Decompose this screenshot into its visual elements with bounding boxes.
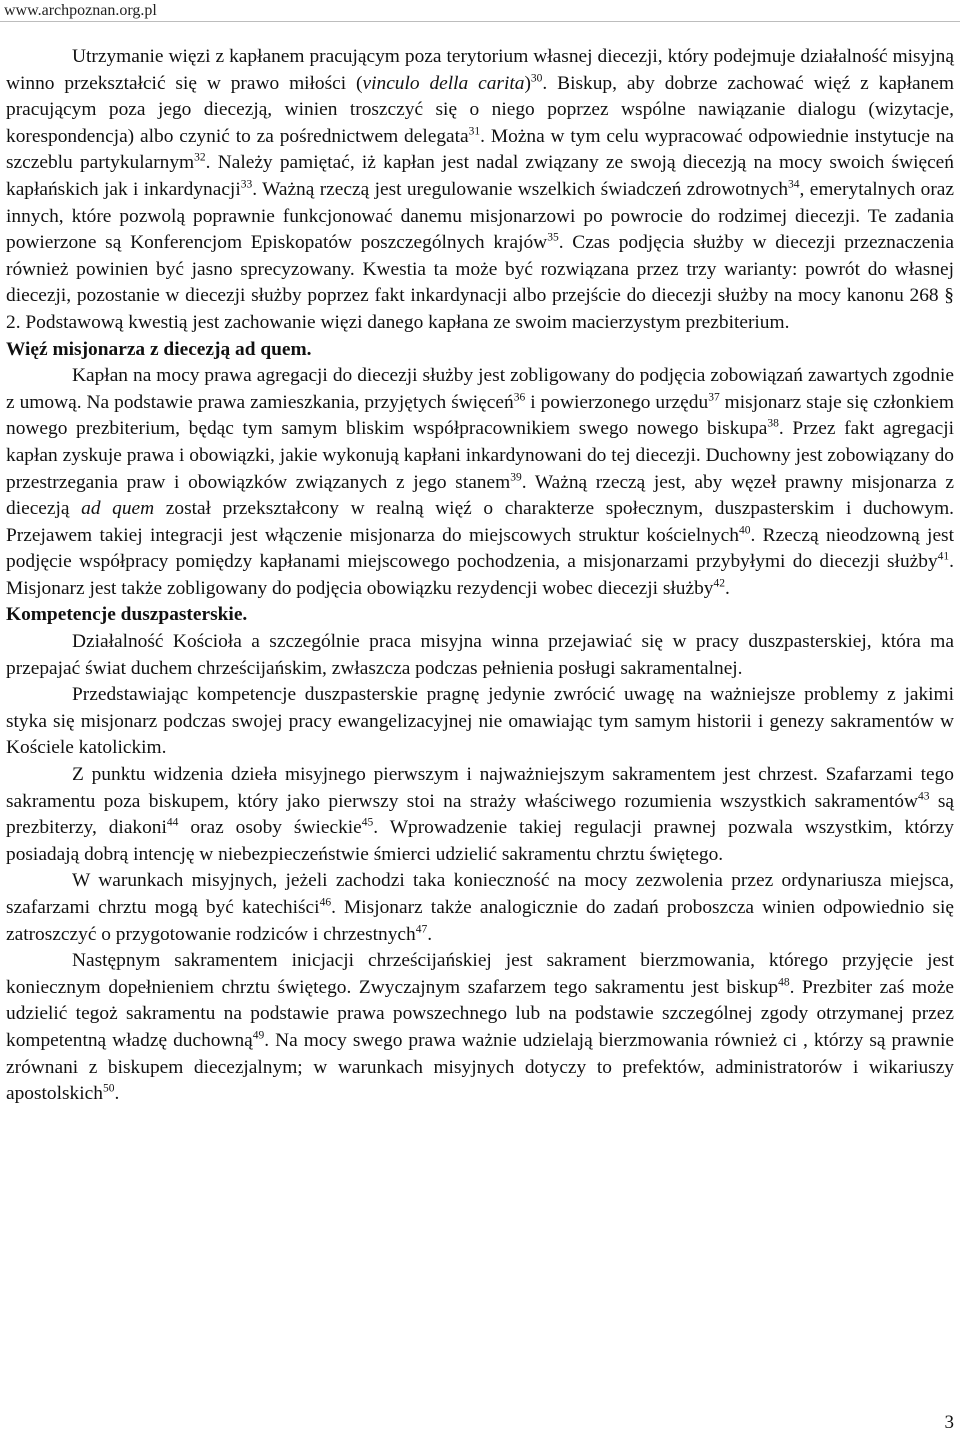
footnote-ref-37: 37: [708, 391, 720, 404]
text-run: . Biskup, aby dobrze zachować więź z kapłanem pracującym poza jego diecezją, winien troszczyć się o niego poprzez wspólne nawiązanie dialogu (wizytacje, korespondencja) albo czynić to za pośrednictwem delegata: [6, 72, 955, 147]
text-run: . Można w tym celu wypracować odpowiednie instytucje na szczeblu partykularnym: [6, 125, 955, 174]
footnote-ref-33: 33: [240, 178, 253, 191]
header-divider: [0, 21, 960, 22]
footnote-ref-35: 35: [547, 231, 559, 244]
text-run: .: [427, 923, 433, 945]
header-url: www.archpoznan.org.pl: [4, 2, 157, 19]
text-run: . Przez fakt agregacji kapłan zyskuje prawa i obowiązki, jakie wykonują kapłani inkardynowani do tej diecezji. Duchowny jest zobowiązany do przestrzegania praw i obowiązków związanych z jego stanem: [6, 418, 954, 493]
footnote-ref-38: 38: [767, 417, 779, 430]
text-run: .: [725, 577, 730, 599]
text-run: . Ważną rzeczą jest uregulowanie wszelkich świadczeń zdrowotnych: [252, 178, 789, 200]
paragraph-1: [6, 44, 954, 337]
text-run: . Ważną rzeczą jest, aby węzeł prawny misjonarza z diecezją: [6, 471, 954, 520]
text-run: Kapłan na mocy prawa agregacji do diecezji służby jest zobligowany do podjęcia zobowiązań zawartych zgodnie z umową. Na podstawie prawa zamieszkania, przyjętych święceń: [6, 365, 954, 413]
text-run: . Misjonarz jest także zobligowany do podjęcia obowiązku rezydencji wobec diecezji służby: [6, 551, 954, 599]
text-run: misjonarz staje się członkiem nowego prezbiterium, będąc tym samym bliskim współpracownikiem swego nowego biskupa: [6, 391, 954, 440]
text-run: Z punktu widzenia dzieła misyjnego pierwszym i najważniejszym sakramentem jest chrzest. Szafarzami tego sakramentu poza biskupem, który jako pierwszy stoi na straży właściwego rozumienia wszystkich sakramentów: [6, 764, 954, 812]
text-run: oraz osoby świeckie: [178, 817, 362, 839]
footnote-ref-46: 46: [319, 896, 332, 909]
text-run: został przekształcony w realną więź o charakterze społecznym, duszpasterskim i duchowym. Przejawem takiej integracji jest włączenie misjonarza do miejscowych struktur kościelnych: [6, 498, 954, 546]
text-run: ): [524, 72, 531, 94]
footnote-ref-39: 39: [510, 471, 522, 484]
footnote-ref-36: 36: [513, 391, 526, 404]
paragraph-5: [6, 762, 954, 868]
italic-phrase: ad quem: [81, 498, 155, 520]
document-body: [6, 44, 954, 1108]
text-run: Utrzymanie więzi z kapłanem pracującym poza terytorium własnej diecezji, który podejmuje działalność misyjną winno przekształcić się w prawo miłości (: [6, 46, 954, 94]
text-run: . Rzeczą nieodzowną jest podjęcie współpracy pomiędzy kapłanami miejscowego pochodzenia, a misjonarzami przybyłymi do diecezji służby: [6, 524, 954, 573]
footnote-ref-42: 42: [713, 577, 726, 590]
italic-phrase: vinculo della carita: [362, 72, 525, 94]
paragraph-2: [6, 363, 954, 602]
footnote-ref-31: 31: [468, 125, 481, 138]
text-run: Następnym sakramentem inicjacji chrześcijańskiej jest sakrament bierzmowania, którego przyjęcie jest koniecznym dopełnieniem chrztu świętego. Zwyczajnym szafarzem tego sakramentu jest biskup: [6, 950, 954, 998]
text-run: .: [114, 1083, 120, 1105]
footnote-ref-32: 32: [194, 151, 206, 164]
footnote-ref-48: 48: [778, 976, 790, 989]
text-run: . Prezbiter zaś może udzielić tegoż sakramentu na podstawie prawa powszechnego lub na podstawie szczególnej zgody otrzymanej przez kompetentną władzę duchowną: [6, 976, 954, 1051]
text-run: . Czas podjęcia służby w diecezji przeznaczenia również powinien być jasno sprecyzowany. Kwestia ta może być rozwiązana przez trzy warianty: powrót do własnej diecezji, pozostanie w diecezji służby poprzez fakt inkardynacji albo przejście do diecezji służby na mocy kanonu 268 § 2. Podstawową kwestią jest zachowanie więzi danego kapłana ze swoim macierzystym prezbiterium.: [6, 232, 954, 333]
paragraph-3: Działalność Kościoła a szczególnie praca misyjna winna przejawiać się w pracy duszpasterskiej, która ma przepajać świat duchem chrześcijańskim, zwłaszcza podczas pełnienia posługi sakramentalnej.: [6, 631, 954, 679]
page-number: 3: [944, 1412, 954, 1433]
footnote-ref-43: 43: [917, 790, 930, 803]
footnote-ref-45: 45: [361, 816, 374, 829]
section-heading-kompetencje: Kompetencje duszpasterskie.: [6, 604, 248, 626]
text-run: są prezbiterzy, diakoni: [6, 790, 954, 839]
section-heading-wiez: Więź misjonarza z diecezją ad quem.: [6, 338, 312, 360]
text-run: , emerytalnych oraz innych, które pozwolą poprawnie funkcjonować danemu misjonarzowi po powrocie do rodzimej diecezji. Te zadania powierzone są Konferencjom Episkopatów poszczególnych krajów: [6, 178, 955, 254]
footnote-ref-50: 50: [102, 1082, 115, 1095]
text-run: . Wprowadzenie takiej regulacji prawnej pozwala wszystkim, którzy posiadają dobrą intencję w niebezpieczeństwie śmierci udzielić sakramentu chrztu świętego.: [6, 817, 954, 865]
footnote-ref-49: 49: [252, 1029, 265, 1042]
text-run: . Na mocy swego prawa ważnie udzielają bierzmowania również ci , którzy są prawnie zrównani z biskupem diecezjalnym; w warunkach misyjnych dotyczy to prefektów, administratorów i wikariuszy apostolskich: [6, 1029, 955, 1105]
paragraph-6: [6, 868, 954, 948]
footnote-ref-41: 41: [937, 550, 950, 563]
footnote-ref-47: 47: [415, 923, 428, 936]
text-run: i powierzonego urzędu: [525, 391, 709, 413]
footnote-ref-40: 40: [738, 524, 751, 537]
footnote-ref-44: 44: [166, 816, 179, 829]
text-run: . Należy pamiętać, iż kapłan jest nadal związany ze swoją diecezją na mocy swoich święceń kapłańskich jak i inkardynacji: [6, 152, 954, 200]
paragraph-7: [6, 948, 954, 1108]
text-run: . Misjonarz także analogicznie do zadań proboszcza winien odpowiednio się zatroszczyć o przygotowanie rodziców i chrzestnych: [6, 897, 955, 945]
text-run: W warunkach misyjnych, jeżeli zachodzi taka konieczność na mocy zezwolenia przez ordynariusza miejsca, szafarzami chrztu mogą być katechiści: [6, 870, 954, 918]
footnote-ref-30: 30: [530, 72, 543, 85]
paragraph-4: Przedstawiając kompetencje duszpasterskie pragnę jedynie zwrócić uwagę na ważniejsze problemy z jakimi styka się misjonarz podczas swojej pracy ewangelizacyjnej nie omawiając tym samym historii i genezy sakramentów w Kościele katolickim.: [6, 684, 954, 759]
footnote-ref-34: 34: [788, 178, 800, 191]
